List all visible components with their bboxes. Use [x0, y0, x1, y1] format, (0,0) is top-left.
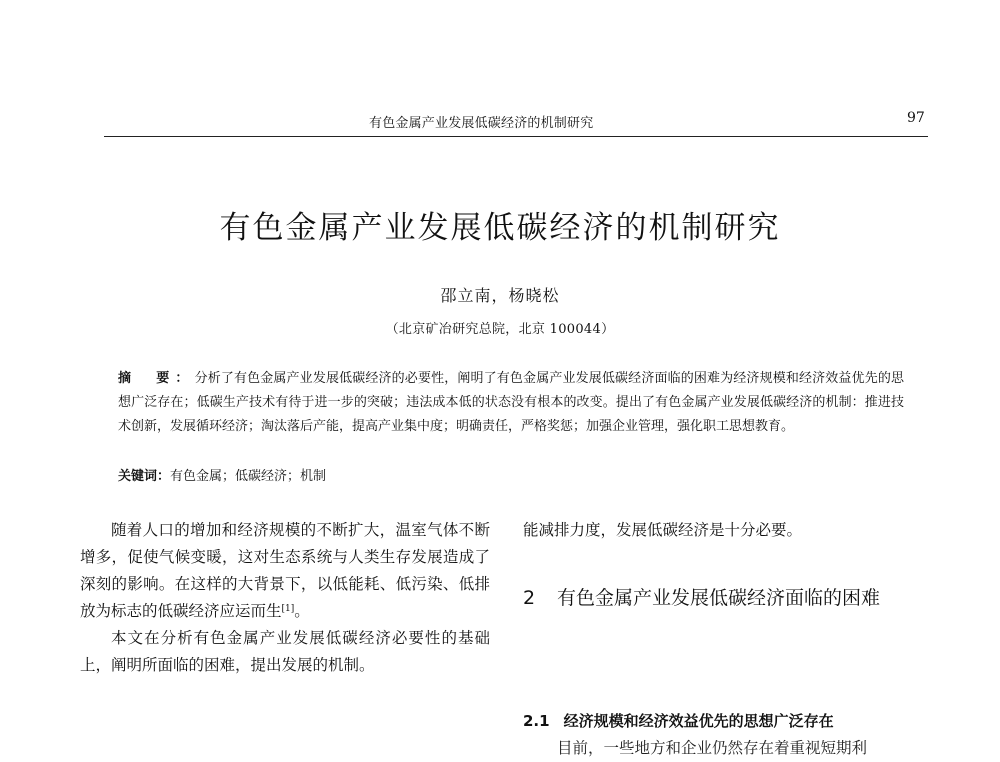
subsection-title: 经济规模和经济效益优先的思想广泛存在 [563, 712, 834, 730]
subsection-number: 2.1 [523, 712, 550, 730]
cut-off-text-line: 目前，一些地方和企业仍然存在着重视短期利 [557, 739, 868, 757]
subsection-heading [523, 708, 923, 735]
abstract [118, 367, 904, 439]
page-number: 97 [907, 110, 925, 126]
keywords [118, 466, 904, 488]
keywords-label: 关键词： [118, 469, 171, 484]
keywords-text: 有色金属；低碳经济；机制 [170, 469, 327, 484]
section-number: 2 [523, 587, 536, 609]
body-right-column [523, 517, 923, 757]
citation-ref: [1] [281, 604, 295, 614]
paper-title: 有色金属产业发展低碳经济的机制研究 [219, 210, 781, 246]
running-header [104, 110, 930, 136]
abstract-text: 分析了有色金属产业发展低碳经济的必要性，阐明了有色金属产业发展低碳经济面临的困难为经济规模和经济效益优先的思想广泛存在；低碳生产技术有待于进一步的突破；违法成本低的状态没有根本的改变。提出了有色金属产业发展低碳经济的机制：推进技术创新，发展循环经济；淘汰落后产能，提高产业集中度；明确责任，严格奖惩；加强企业管理，强化职工思想教育。 [118, 371, 904, 434]
body-left-column [80, 517, 490, 679]
abstract-label: 摘 要： [118, 371, 195, 386]
authors: 邵立南，杨晓松 [440, 286, 560, 305]
affiliation: （北京矿冶研究总院，北京 100044） [385, 322, 615, 337]
intro-paragraph-1-end: 。 [294, 602, 310, 620]
intro-paragraph-2: 本文在分析有色金属产业发展低碳经济必要性的基础上，阐明所面临的困难，提出发展的机制。 [80, 629, 490, 674]
continued-paragraph: 能减排力度，发展低碳经济是十分必要。 [523, 521, 803, 539]
running-title: 有色金属产业发展低碳经济的机制研究 [369, 116, 594, 131]
intro-paragraph-1-text: 随着人口的增加和经济规模的不断扩大，温室气体不断增多，促使气候变暖，这对生态系统与人类生存发展造成了深刻的影响。在这样的大背景下，以低能耗、低污染、低排放为标志的低碳经济应运而生 [80, 521, 490, 620]
section-title: 有色金属产业发展低碳经济面临的困难 [557, 587, 881, 609]
header-rule [104, 136, 928, 137]
intro-paragraph-1 [80, 517, 490, 625]
